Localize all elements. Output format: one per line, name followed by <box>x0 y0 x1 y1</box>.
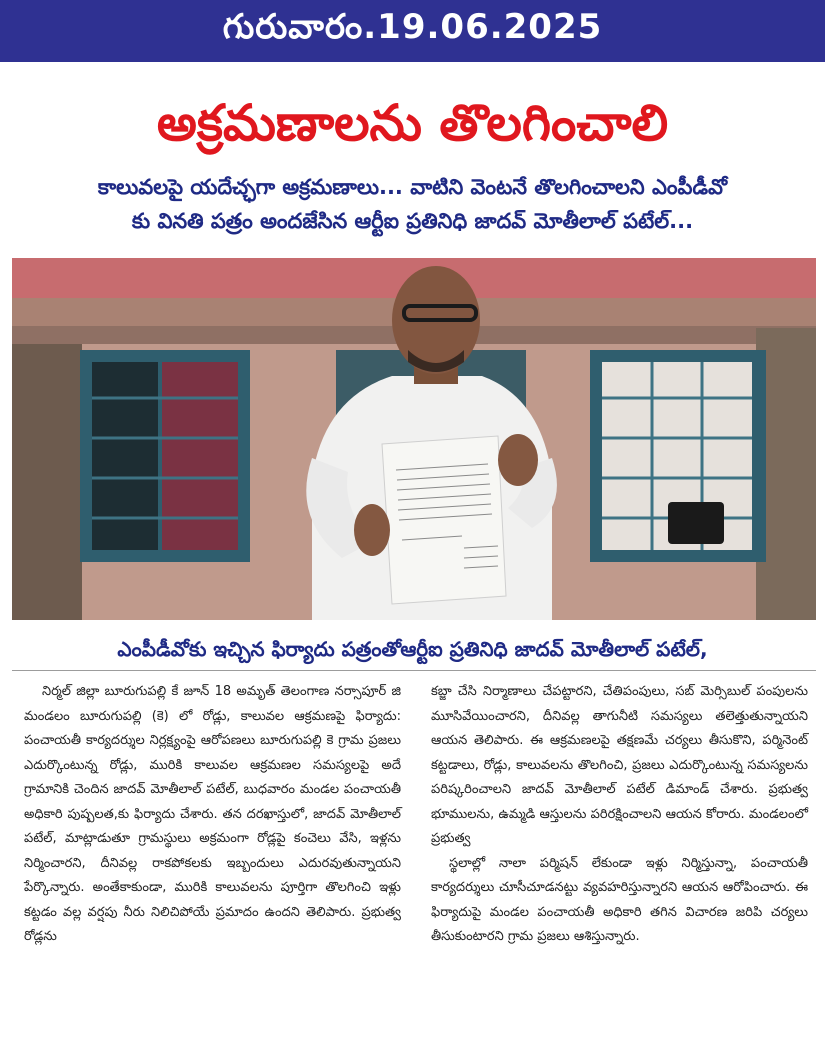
article-column-right <box>431 680 808 1035</box>
date-text: గురువారం.19.06.2025 <box>222 7 603 47</box>
article-body <box>24 680 808 1035</box>
article-paragraph: నిర్మల్ జిల్లా బూరుగుపల్లి కే జూన్ 18 అమృత్ తెలంగాణ నర్సాపూర్ జి మండలం బూరుగుపల్లి (కె) లో రోడ్లు, కాలువల ఆక్రమణపై ఫిర్యాదు: పంచాయతీ కార్యదర్శుల నిర్లక్ష్యంపై ఆరోపణలు బూరుగుపల్లి కె గ్రామ ప్రజలు ఎదుర్కొంటున్న రోడ్లు, మురికి కాలువల ఆక్రమణల సమస్యలపై అదే గ్రామానికి చెందిన జాదవ్ మోతీలాల్ పటేల్, బుధవారం మండల పంచాయతీ అధికారి పుష్పలత,కు ఫిర్యాదు చేశారు. తన దరఖాస్తులో, జాదవ్ మోతీలాల్ పటేల్, మాట్లాడుతూ గ్రామస్థులు అక్రమంగా రోడ్లపై కంచెలు వేసి, ఇళ్లను నిర్మించారని, దీనివల్ల రాకపోకలకు ఇబ్బందులు ఎదురవుతున్నాయని పేర్కొన్నారు. అంతేకాకుండా, మురికి కాలువలను పూర్తిగా తొలగించి ఇళ్లు కట్టడం వల్ల వర్షపు నీరు నిలిచిపోయే ప్రమాదం ఉందని తెలిపారు. ప్రభుత్వ రోడ్లను <box>24 684 401 944</box>
article-column-left <box>24 680 401 1035</box>
news-photo <box>12 258 816 620</box>
subheadline-line-1: కాలువలపై యదేచ్ఛగా అక్రమణాలు... వాటిని వెంటనే తొలగించాలని ఎంపీడీవో <box>97 175 728 199</box>
subheadline <box>30 170 795 238</box>
divider <box>12 670 816 671</box>
subheadline-line-2: కు వినతి పత్రం అందజేసిన ఆర్టీఐ ప్రతినిధి జాదవ్ మోతీలాల్ పటేల్... <box>131 209 694 233</box>
date-banner <box>0 0 825 62</box>
headline: అక్రమణాలను తొలగించాలి <box>156 94 669 152</box>
article-paragraph: స్థలాల్లో నాలా పర్మిషన్ లేకుండా ఇళ్లు నిర్మిస్తున్నా, పంచాయతీ కార్యదర్శులు చూసీచూడనట్టు వ్యవహరిస్తున్నారని ఆయన ఆరోపించారు. ఈ ఫిర్యాదుపై మండల పంచాయతీ అధికారి తగిన విచారణ జరిపి చర్యలు తీసుకుంటారని గ్రామ ప్రజలు ఆశిస్తున్నారు. <box>431 855 808 944</box>
photo-caption: ఎంపీడీవోకు ఇచ్చిన ఫిర్యాదు పత్రంతోఆర్టీఐ ప్రతినిధి జాదవ్ మోతీలాల్ పటేల్, <box>117 637 708 661</box>
article-paragraph: కబ్జా చేసి నిర్మాణాలు చేపట్టారని, చేతిపంపులు, సబ్ మెర్సిబుల్ పంపులను మూసివేయించారని, దీనివల్ల తాగునీటి సమస్యలు తలెత్తుతున్నాయని ఆయన తెలిపారు. ఈ ఆక్రమణలపై తక్షణమే చర్యలు తీసుకొని, పర్మినెంట్ కట్టడాలు, రోడ్లు, కాలువలను తొలగించి, ప్రజలు ఎదుర్కొంటున్న సమస్యలను పరిష్కరించాలని జాదవ్ మోతీలాల్ పటేల్ డిమాండ్ చేశారు. ప్రభుత్వ భూములను, ఉమ్మడి ఆస్తులను పరిరక్షించాలని ఆయన కోరారు. మండలంలో ప్రభుత్వ <box>431 684 808 846</box>
